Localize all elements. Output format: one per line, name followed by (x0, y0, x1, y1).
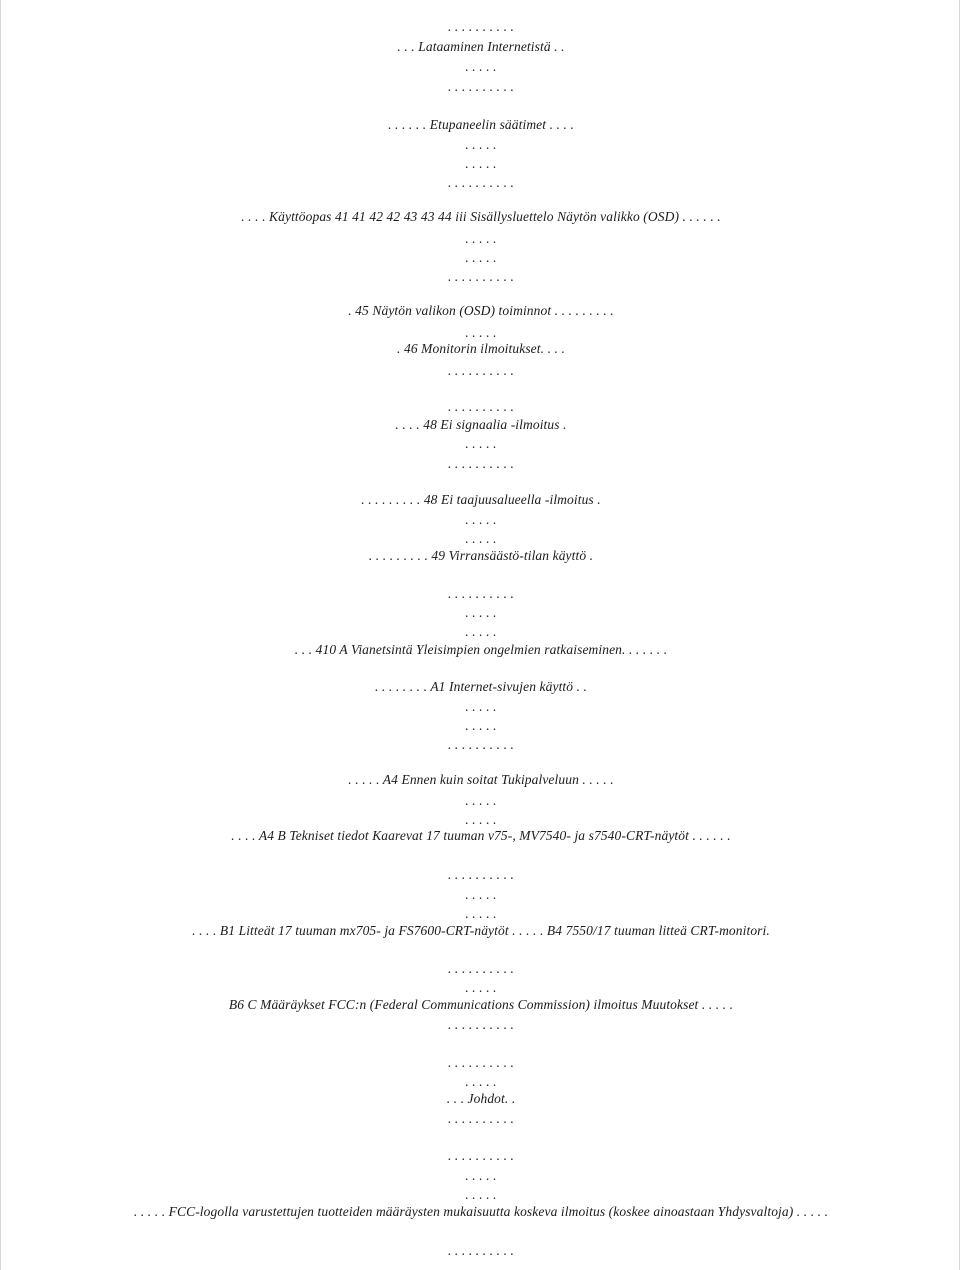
toc-line: . . . Johdot. . (446, 1091, 516, 1106)
toc-line: . . . . . . . . . . (447, 1111, 515, 1126)
toc-line: . . . Lataaminen Internetistä . . (397, 39, 565, 54)
toc-line: B6 C Määräykset FCC:n (Federal Communications Commission) ilmoitus Muutokset . . . . . (228, 997, 734, 1012)
toc-line: . . . . . . Etupaneelin säätimet . . . . (388, 117, 574, 132)
toc-line: . . . . . . . . . . (447, 961, 515, 976)
toc-line: . . . . . . . . . 49 Virransäästö-tilan käyttö . (368, 548, 594, 563)
toc-line: . . . . . (465, 436, 497, 451)
toc-line: . . . . . . . . . . (447, 269, 515, 284)
toc-line: . . . . . . . . . . (447, 1055, 515, 1070)
toc-line: . . . . . . . . . . (447, 19, 515, 34)
toc-line: . . . . . . . . . . (447, 867, 515, 882)
toc-line: . . . . . (465, 156, 497, 171)
toc-line: . . . . . . . . . . (447, 363, 515, 378)
toc-line: . . . . . (465, 137, 497, 152)
toc-line: . . . . . (465, 793, 497, 808)
toc-line: . . . . . (465, 231, 497, 246)
toc-line: . . . . . . . . . . (447, 1017, 515, 1032)
toc-line: . . . . . (465, 718, 497, 733)
toc-line: . . . . . . . . . . (447, 399, 515, 414)
toc-line: . 46 Monitorin ilmoitukset. . . . (397, 341, 565, 356)
toc-line: . . . . . (465, 1168, 497, 1183)
toc-line: . . . . . . . . A1 Internet-sivujen käyttö . . (374, 679, 588, 694)
toc-line: . . . . . . . . . 48 Ei taajuusalueella -ilmoitus . (361, 492, 601, 507)
toc-line: . . . . Käyttöopas 41 41 42 42 43 43 44 iii Sisällysluettelo Näytön valikko (OSD) . . . . . . (241, 209, 721, 224)
toc-line: . . . . . . . . . . (447, 737, 515, 752)
toc-line: . . . . . . . . . . (447, 175, 515, 190)
toc-line: . . . . . (465, 906, 497, 921)
toc-line: . 45 Näytön valikon (OSD) toiminnot . . . . . . . . . (348, 303, 614, 318)
toc-line: . . . . . FCC-logolla varustettujen tuotteiden määräysten mukaisuutta koskeva ilmoitus (koskee ainoastaan Yhdysvaltoja) . . . . . (133, 1204, 829, 1219)
toc-line: . . . . . (465, 59, 497, 74)
toc-line: . . . . . (465, 512, 497, 527)
toc-line: . . . . . (465, 1187, 497, 1202)
toc-line: . . . . . (465, 980, 497, 995)
toc-line: . . . . . . . . . . (447, 79, 515, 94)
toc-line: . . . . . (465, 1074, 497, 1089)
toc-line: . . . . . . . . . . (447, 456, 515, 471)
toc-line: . . . . B1 Litteät 17 tuuman mx705- ja FS7600-CRT-näytöt . . . . . B4 7550/17 tuuman litteä CRT-monitori. (192, 923, 770, 938)
toc-line: . . . . . (465, 699, 497, 714)
toc-line: . . . . 48 Ei signaalia -ilmoitus . (395, 417, 567, 432)
toc-line: . . . . . (465, 624, 497, 639)
toc-line: . . . . . . . . . . (447, 1148, 515, 1163)
toc-line: . . . . . (465, 605, 497, 620)
toc-line: . . . . . (465, 250, 497, 265)
toc-line: . . . . . (465, 887, 497, 902)
toc-line: . . . . . . . . . . (447, 1243, 515, 1258)
toc-line: . . . . . (465, 531, 497, 546)
toc-line: . . . . A4 B Tekniset tiedot Kaarevat 17 tuuman v75-, MV7540- ja s7540-CRT-näytöt . . . . . . (231, 828, 731, 843)
toc-line: . . . 410 A Vianetsintä Yleisimpien ongelmien ratkaiseminen. . . . . . . (294, 642, 668, 657)
toc-line: . . . . . . . . . . (447, 586, 515, 601)
toc-line: . . . . . A4 Ennen kuin soitat Tukipalveluun . . . . . (348, 772, 614, 787)
toc-line: . . . . . (465, 812, 497, 827)
toc-line: . . . . . (465, 325, 497, 340)
